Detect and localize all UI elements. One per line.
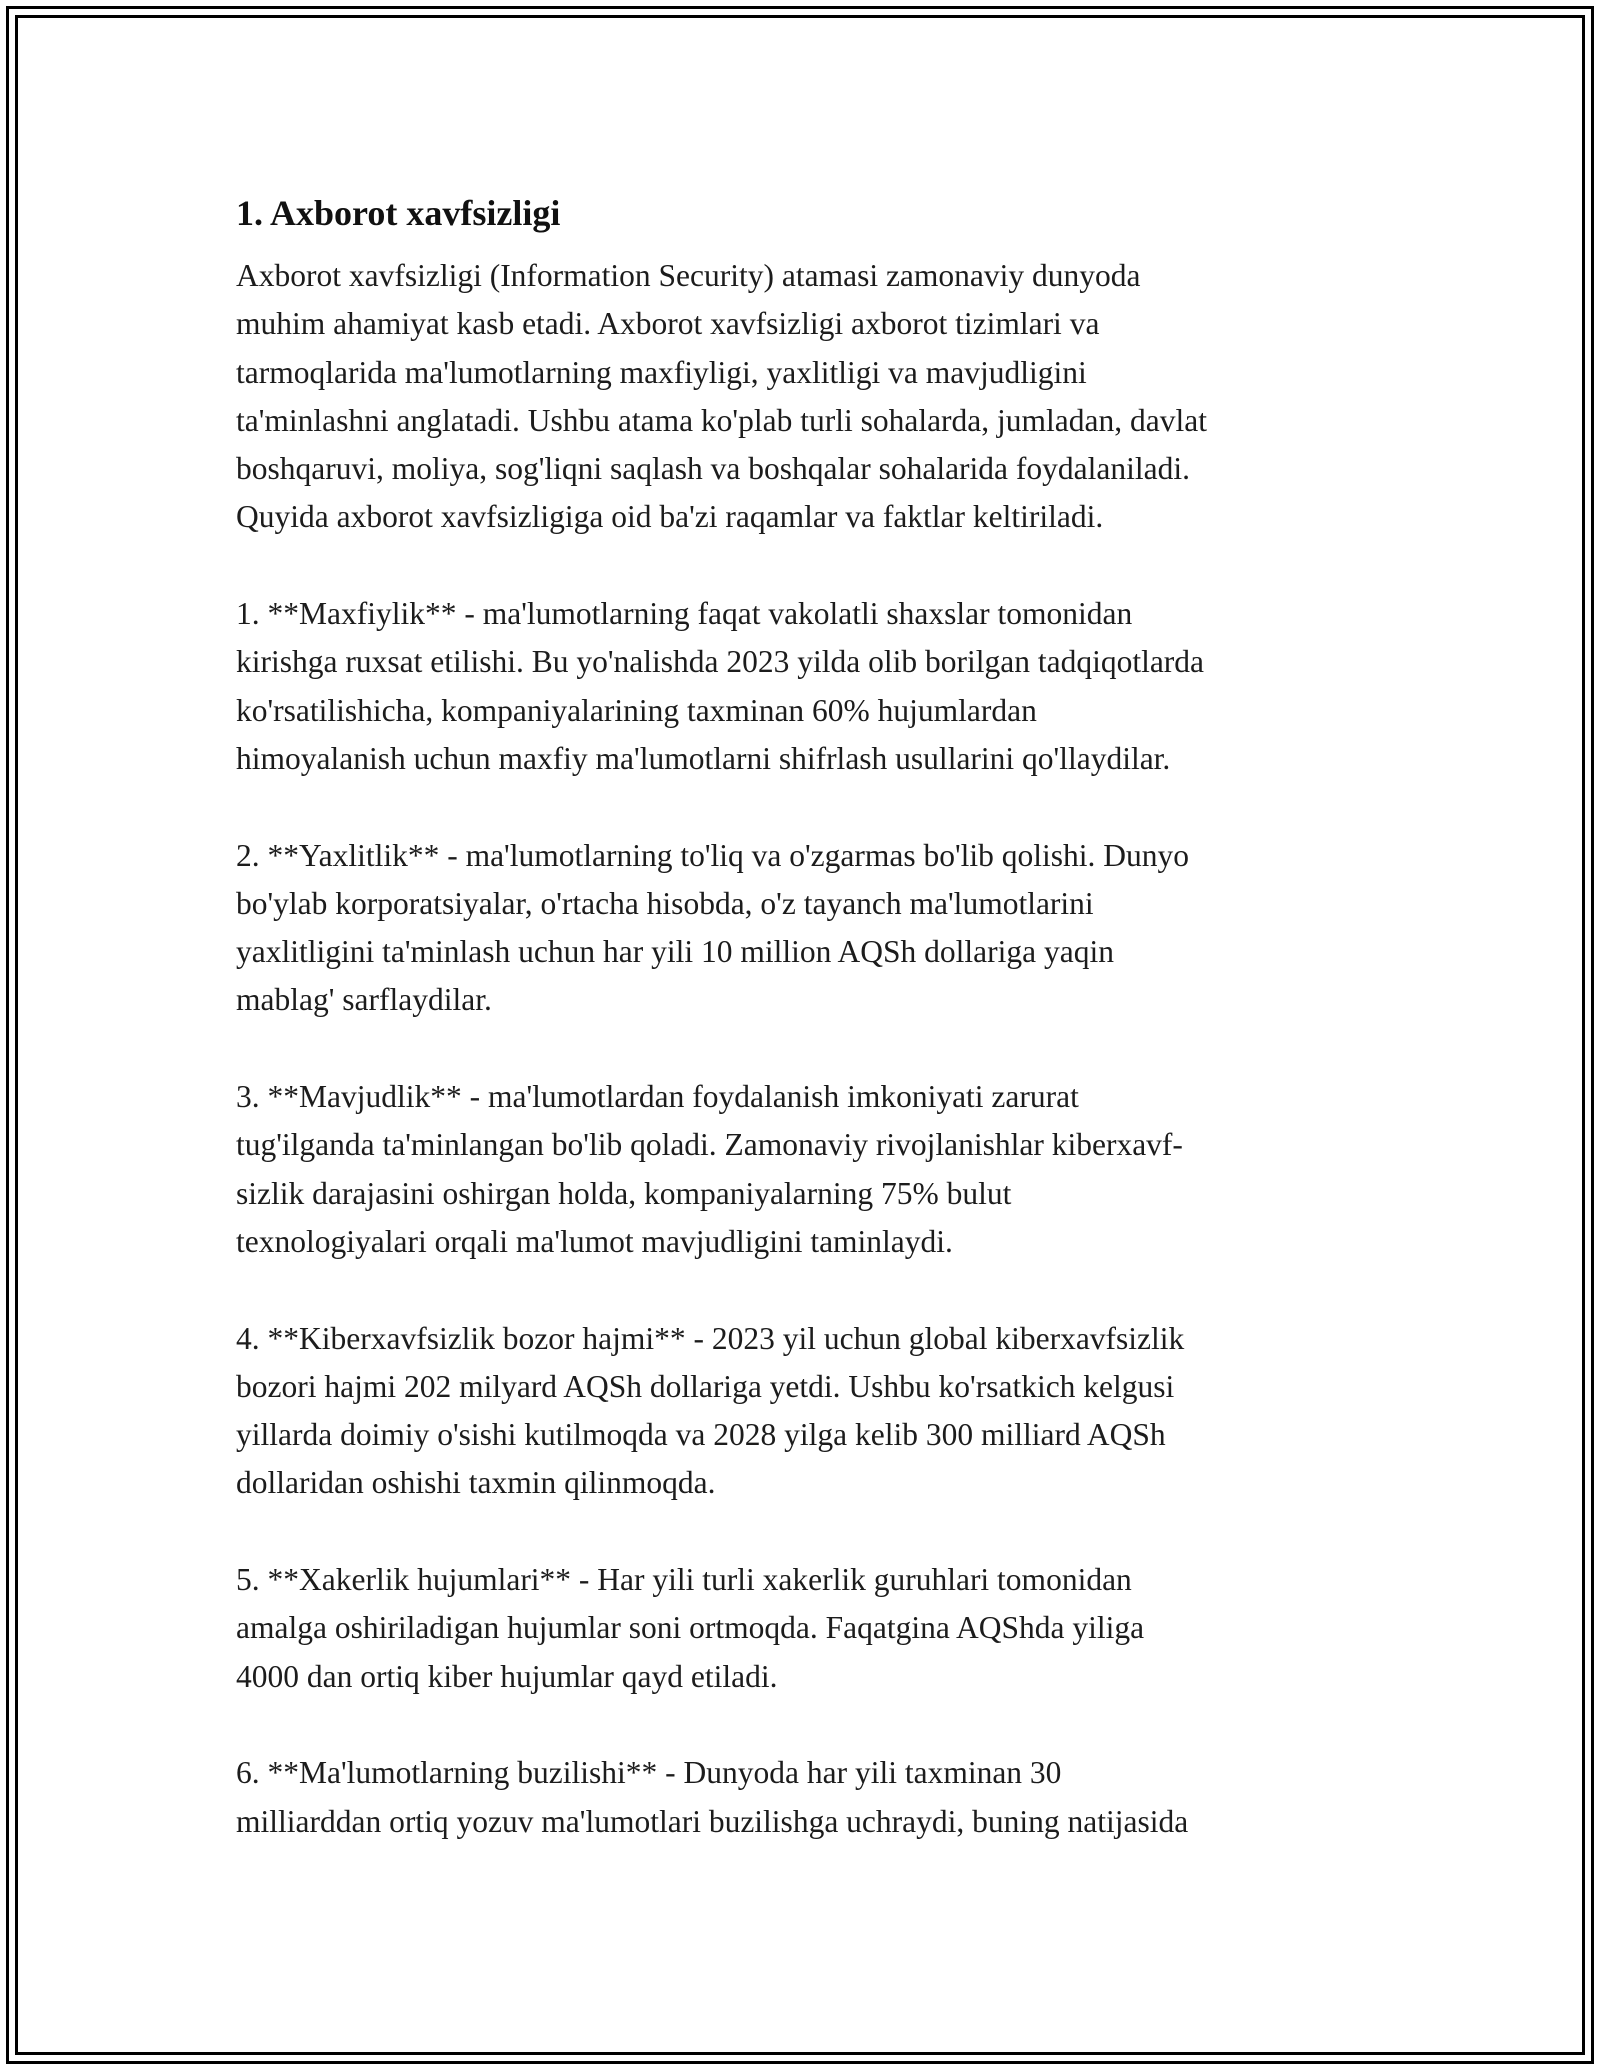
list-item-mavjudlik: 3. **Mavjudlik** - ma'lumotlardan foydalanish imkoniyati zarurat tug'ilganda ta'minlangan bo'lib qoladi. Zamonaviy rivojlanishlar kiberxavf- sizlik darajasini oshirgan holda, kompaniyalarning 75% bulut texnologiyalari orqali ma'lumot mavjudligini taminlaydi. <box>236 1079 1183 1259</box>
intro-paragraph: Axborot xavfsizligi (Information Security) atamasi zamonaviy dunyoda muhim ahamiyat kasb etadi. Axborot xavfsizligi axborot tizimlari va tarmoqlarida ma'lumotlarning maxfiyligi, yaxlitligi va mavjudligini ta'minlashni anglatadi. Ushbu atama ko'plab turli sohalarda, jumladan, davlat boshqaruvi, moliya, sog'liqni saqlash va boshqalar sohalarida foydalaniladi. Quyida axborot xavfsizligiga oid ba'zi raqamlar va faktlar keltiriladi. <box>236 258 1207 535</box>
list-item-yaxlitlik: 2. **Yaxlitlik** - ma'lumotlarning to'liq va o'zgarmas bo'lib qolishi. Dunyo bo'ylab korporatsiyalar, o'rtacha hisobda, o'z tayanch ma'lumotlarini yaxlitligini ta'minlash uchun har yili 10 million AQSh dollariga yaqin mablag' sarflaydilar. <box>236 837 1190 1018</box>
document-body <box>236 186 1386 1846</box>
list-item-buzilish: 6. **Ma'lumotlarning buzilishi** - Dunyoda har yili taxminan 30 milliarddan ortiq yozuv ma'lumotlari buzilishga uchraydi, buning natijasida <box>236 1755 1189 1839</box>
list-item-maxfiylik: 1. **Maxfiylik** - ma'lumotlarning faqat vakolatli shaxslar tomonidan kirishga ruxsat etilishi. Bu yo'nalishda 2023 yilda olib borilgan tadqiqotlarda ko'rsatilishicha, kompaniyalarining taxminan 60% hujumlardan himoyalanish uchun maxfiy ma'lumotlarni shifrlash usullarini qo'llaydilar. <box>236 596 1205 776</box>
list-item-xakerlik: 5. **Xakerlik hujumlari** - Har yili turli xakerlik guruhlari tomonidan amalga oshiriladigan hujumlar soni ortmoqda. Faqatgina AQShda yiliga 4000 dan ortiq kiber hujumlar qayd etiladi. <box>236 1562 1145 1694</box>
section-heading: 1. Axborot xavfsizligi <box>236 193 561 233</box>
list-item-bozor-hajmi: 4. **Kiberxavfsizlik bozor hajmi** - 2023 yil uchun global kiberxavfsizlik bozori hajmi 202 milyard AQSh dollariga yetdi. Ushbu ko'rsatkich kelgusi yillarda doimiy o'sishi kutilmoqda va 2028 yilga kelib 300 milliard AQSh dollaridan oshishi taxmin qilinmoqda. <box>236 1320 1185 1501</box>
